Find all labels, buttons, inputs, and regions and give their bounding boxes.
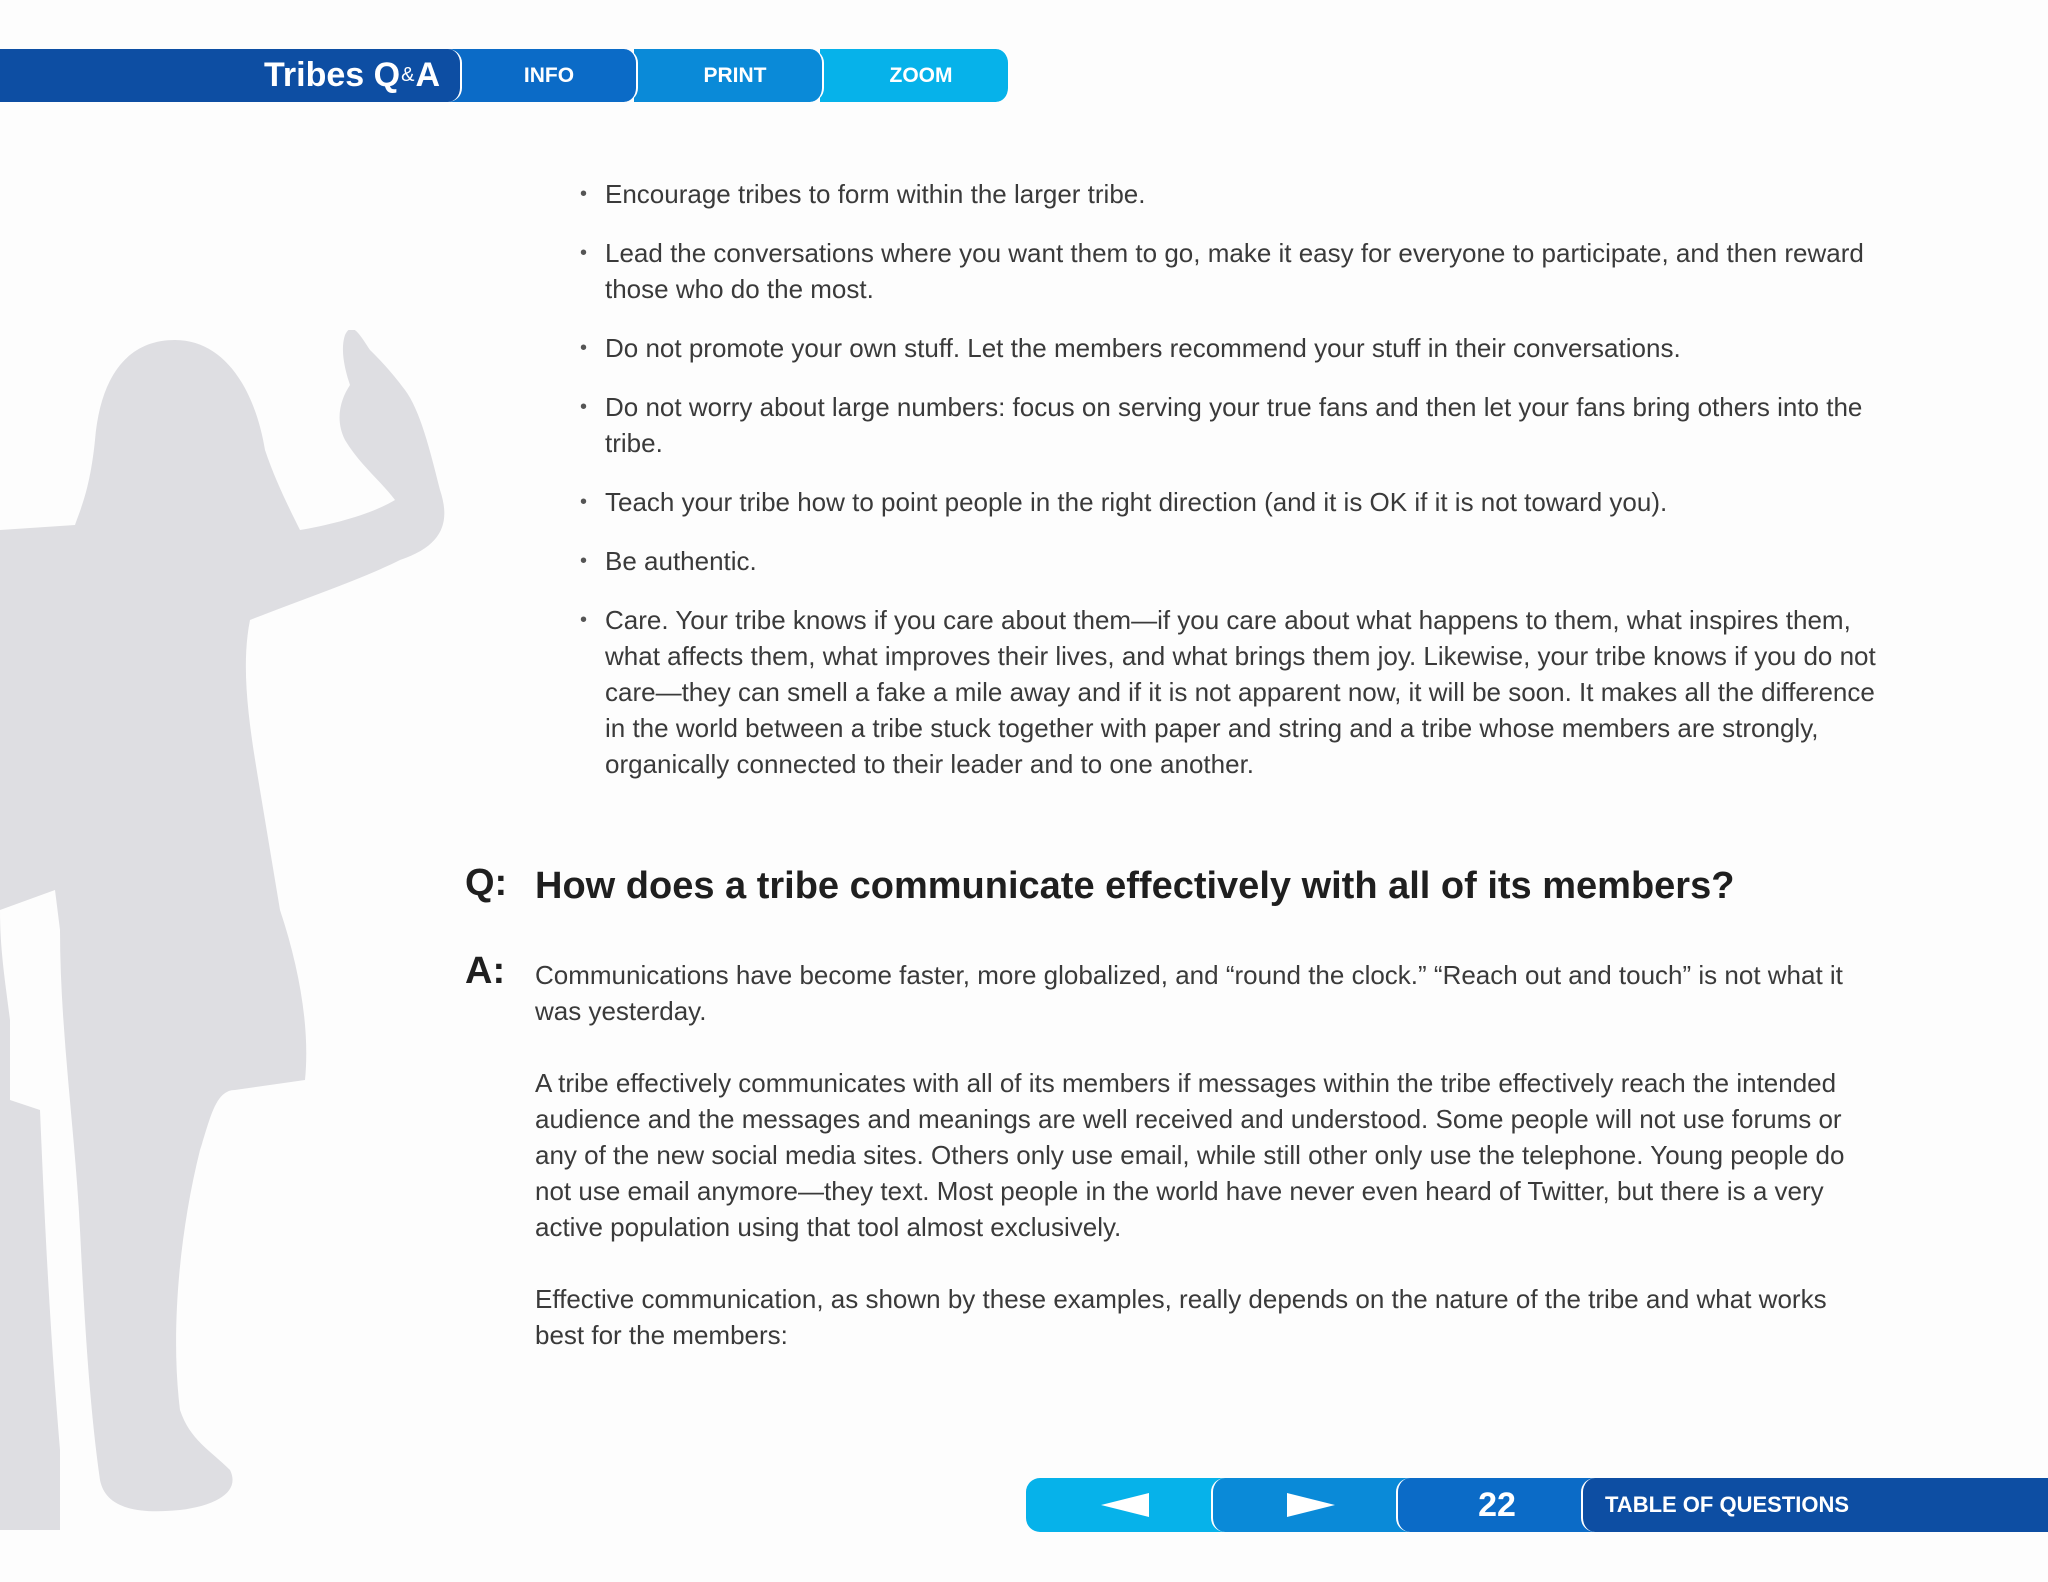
bullet-item: • Lead the conversations where you want them to go, make it easy for everyone to participate, and then reward those who do the most. xyxy=(580,235,1880,307)
brand-title-amp: & xyxy=(401,64,415,86)
page-number: 22 xyxy=(1396,1478,1596,1532)
question-heading: How does a tribe communicate effectively with all of its members? xyxy=(535,865,1735,907)
answer-paragraph: Communications have become faster, more globalized, and “round the clock.” “Reach out and touch” is not what it was yesterday. xyxy=(535,960,1843,1026)
print-tab[interactable]: PRINT xyxy=(634,49,824,102)
bullet-item: • Be authentic. xyxy=(580,543,1880,579)
table-of-questions-button[interactable]: TABLE OF QUESTIONS xyxy=(1581,1478,2048,1532)
zoom-tab[interactable]: ZOOM xyxy=(820,49,1010,102)
top-nav-bar xyxy=(0,49,1022,102)
bullet-item: • Care. Your tribe knows if you care about them—if you care about what happens to them, what inspires them, what affects them, what improves their lives, and what brings them joy. Likewise, your tribe knows if you do not care—they can smell a fake a mile away and if it is not apparent now, it will be soon. It makes all the difference in the world between a tribe stuck together with paper and string and a tribe whose members are strongly, organically connected to their leader and to one another. xyxy=(580,602,1880,782)
bullet-item: • Do not worry about large numbers: focus on serving your true fans and then let your fans bring others into the tribe. xyxy=(580,389,1880,461)
info-tab[interactable]: INFO xyxy=(448,49,638,102)
brand-title-main: Tribes Q xyxy=(264,56,401,94)
answer-body xyxy=(535,957,1865,1389)
bullet-item: • Teach your tribe how to point people in the right direction (and it is OK if it is not toward you). xyxy=(580,484,1880,520)
bottom-nav-bar xyxy=(1026,1478,2048,1532)
answer-paragraph: Effective communication, as shown by these examples, really depends on the nature of the tribe and what works best for the members: xyxy=(535,1284,1827,1350)
brand-title-end: A xyxy=(415,56,440,94)
answer-paragraph: A tribe effectively communicates with all of its members if messages within the tribe effectively reach the intended audience and the messages and meanings are well received and understood. Some people will not use forums or any of the new social media sites. Others only use email, while still other only use the telephone. Young people do not use email anymore—they text. Most people in the world have never even heard of Twitter, but there is a very active population using that tool almost exclusively. xyxy=(535,1068,1845,1242)
arrow-left-icon xyxy=(1101,1493,1151,1517)
bullet-list xyxy=(580,176,1880,805)
answer-label: A: xyxy=(465,950,506,992)
brand-title xyxy=(0,49,462,102)
next-page-button[interactable] xyxy=(1211,1478,1411,1532)
bullet-item: • Encourage tribes to form within the larger tribe. xyxy=(580,176,1880,212)
arrow-right-icon xyxy=(1287,1493,1337,1517)
bullet-item: • Do not promote your own stuff. Let the members recommend your stuff in their conversations. xyxy=(580,330,1880,366)
previous-page-button[interactable] xyxy=(1026,1478,1226,1532)
question-label: Q: xyxy=(465,862,508,904)
thumbs-up-silhouette-illustration xyxy=(0,330,460,1530)
